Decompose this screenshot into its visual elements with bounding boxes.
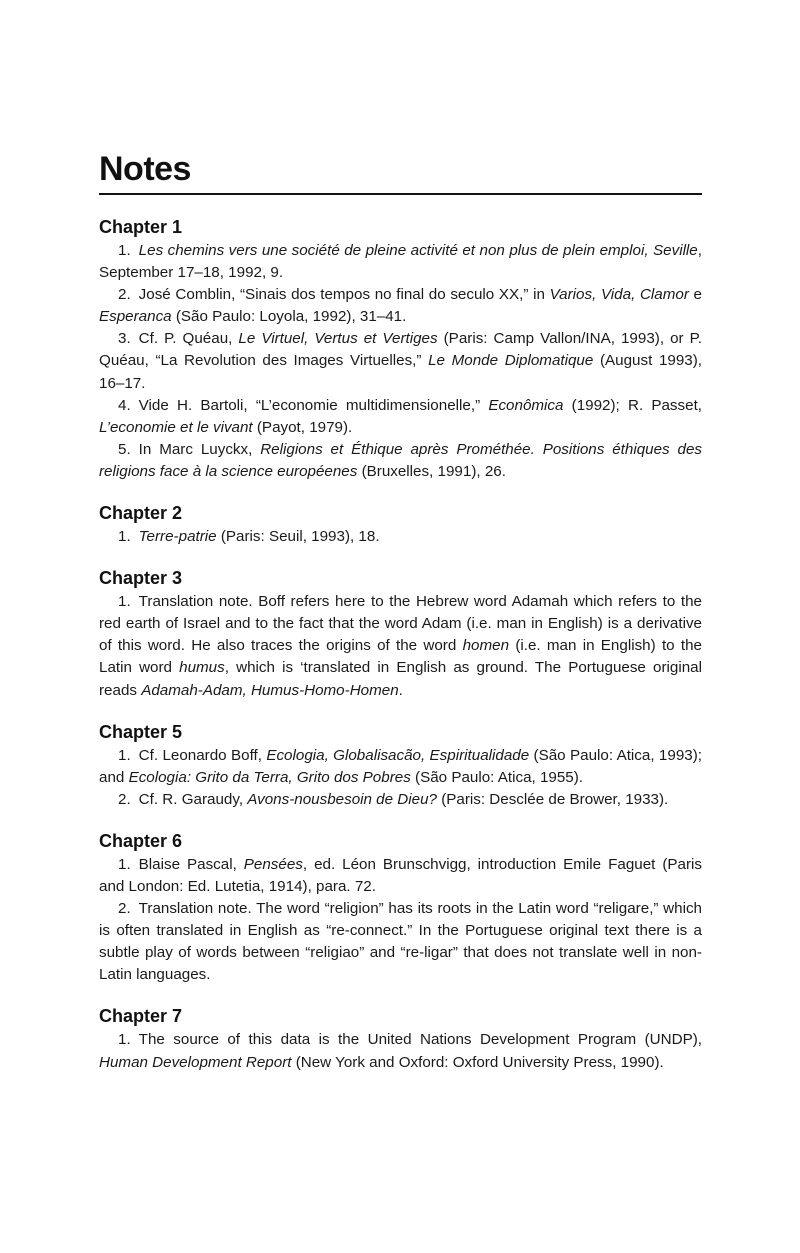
page-title: Notes bbox=[99, 150, 191, 188]
note-item bbox=[99, 591, 702, 701]
chapter-section bbox=[99, 1003, 702, 1073]
note-item bbox=[99, 789, 702, 811]
note-text: (New York and Oxford: Oxford University Press, 1990). bbox=[291, 1053, 664, 1071]
note-text: (August 1993), 16–17. bbox=[99, 352, 703, 392]
note-title-italic: Ecologia: Grito da Terra, Grito dos Pobres bbox=[128, 768, 411, 786]
chapter-section bbox=[99, 719, 702, 811]
title-rule bbox=[99, 193, 702, 195]
note-item bbox=[99, 1029, 702, 1073]
note-text: , ed. Léon Brunschvigg, introduction Emile Faguet (Paris and London: Ed. Lutetia, 1914), para. 72. bbox=[99, 855, 703, 895]
note-title-italic: Ecologia, Globalisacão, Espiritualidade bbox=[266, 746, 530, 764]
note-text: In Marc Luyckx, bbox=[138, 440, 261, 458]
note-text: (São Paulo: Loyola, 1992), 31–41. bbox=[171, 308, 407, 326]
chapter-section bbox=[99, 828, 702, 987]
note-number: 4. bbox=[118, 396, 131, 414]
note-number: 1. bbox=[118, 593, 131, 611]
note-number: 2. bbox=[118, 790, 131, 808]
chapter-title: Chapter 7 bbox=[99, 1006, 183, 1027]
note-item bbox=[99, 395, 702, 439]
note-item bbox=[99, 328, 702, 394]
note-text: , which is ‘translated in English as ground. The Portuguese original reads bbox=[99, 659, 702, 699]
note-title-italic: Adamah-Adam, Humus-Homo-Homen bbox=[141, 681, 399, 699]
note-title-italic: homen bbox=[462, 637, 510, 655]
note-text: (São Paulo: Atica, 1955). bbox=[410, 768, 584, 786]
note-title-italic: Les chemins vers une société de pleine activité et non plus de plein emploi, Seville bbox=[138, 242, 698, 259]
note-number: 1. bbox=[118, 1031, 131, 1049]
note-item bbox=[99, 284, 702, 328]
note-text: . bbox=[398, 681, 403, 699]
note-number: 2. bbox=[118, 286, 131, 304]
chapter-section bbox=[99, 565, 702, 701]
note-title-italic: Terre-patrie bbox=[138, 528, 217, 546]
chapter-section bbox=[99, 500, 702, 548]
note-number: 3. bbox=[118, 330, 131, 348]
note-text: (Paris: Seuil, 1993), 18. bbox=[216, 528, 380, 546]
note-text: Cf. Leonardo Boff, bbox=[138, 746, 267, 764]
chapter-section bbox=[99, 214, 702, 483]
note-text: Translation note. Boff refers here to the Hebrew word Adamah which refers to the red earth of Israel and to the fact that the word Adam (i.e. man in English) is a derivative of this word. He also traces the origins of the word bbox=[99, 593, 702, 655]
note-item bbox=[99, 439, 702, 483]
note-title-italic: Le Virtuel, Vertus et Vertiges bbox=[238, 330, 438, 348]
note-title-italic: Human Development Report bbox=[99, 1053, 292, 1071]
note-number: 1. bbox=[118, 528, 131, 546]
note-number: 1. bbox=[118, 746, 131, 764]
note-title-italic: Econômica bbox=[488, 396, 564, 414]
note-item bbox=[99, 854, 702, 898]
note-text: e bbox=[688, 286, 702, 304]
note-text: (Paris: Camp Vallon/INA, 1993), or P. Quéau, “La Revolution des Images Virtuelles,” bbox=[99, 330, 703, 370]
note-text: (1992); R. Passet, bbox=[563, 396, 703, 414]
note-title-italic: Religions et Éthique après Prométhée. Positions éthiques des religions face à la science européenes bbox=[99, 440, 703, 480]
note-title-italic: humus bbox=[179, 659, 225, 677]
note-text: The source of this data is the United Nations Development Program (UNDP), bbox=[138, 1031, 702, 1049]
note-text: (i.e. man in English) to the Latin word bbox=[99, 637, 702, 677]
note-title-italic: Le Monde Diplomatique bbox=[428, 352, 594, 370]
note-title-italic: Pensées bbox=[243, 855, 303, 873]
chapter-title: Chapter 1 bbox=[99, 217, 183, 237]
note-title-italic: Avons-nousbesoin de Dieu? bbox=[247, 790, 437, 808]
note-text: José Comblin, “Sinais dos tempos no final do seculo XX,” in bbox=[138, 286, 550, 304]
chapter-title: Chapter 3 bbox=[99, 568, 183, 589]
note-title-italic: Varios, Vida, Clamor bbox=[549, 286, 689, 304]
note-title-italic: Esperanca bbox=[99, 308, 172, 326]
note-text: (Payot, 1979). bbox=[252, 418, 353, 436]
note-item bbox=[99, 240, 702, 284]
notes-list bbox=[99, 214, 702, 1091]
note-text: Vide H. Bartoli, “L’economie multidimensionelle,” bbox=[138, 396, 489, 414]
note-text: (Bruxelles, 1991), 26. bbox=[357, 462, 506, 480]
note-text: , September 17–18, 1992, 9. bbox=[99, 242, 702, 282]
note-item bbox=[99, 745, 702, 789]
chapter-title: Chapter 6 bbox=[99, 830, 183, 851]
note-text: Cf. R. Garaudy, bbox=[138, 790, 248, 808]
note-text: (Paris: Desclée de Brower, 1933). bbox=[436, 790, 669, 808]
note-number: 2. bbox=[118, 900, 131, 918]
note-item bbox=[99, 898, 702, 986]
note-text: Translation note. The word “religion” has its roots in the Latin word “religare,” which is often translated in English as “re-connect.” In the Portuguese original text there is a subtle play of words between “religiao” and “re-ligar” that does not translate well in non-Latin languages. bbox=[99, 900, 702, 984]
note-number: 5. bbox=[118, 440, 131, 458]
note-item bbox=[99, 526, 702, 548]
note-number: 1. bbox=[118, 242, 131, 259]
note-text: Cf. P. Quéau, bbox=[138, 330, 239, 348]
note-number: 1. bbox=[118, 855, 131, 873]
chapter-title: Chapter 5 bbox=[99, 721, 183, 742]
note-text: Blaise Pascal, bbox=[138, 855, 244, 873]
chapter-title: Chapter 2 bbox=[99, 503, 183, 524]
note-text: (São Paulo: Atica, 1993); and bbox=[99, 746, 702, 786]
note-title-italic: L’economie et le vivant bbox=[99, 418, 253, 436]
